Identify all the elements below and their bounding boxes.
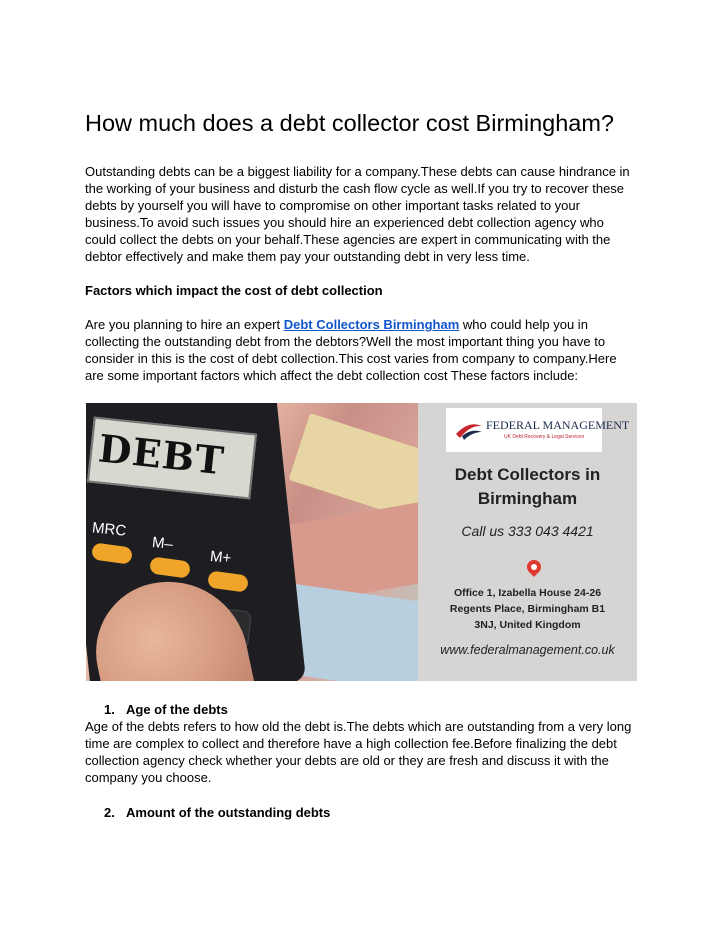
text-line: Outstanding debts can be a biggest liability for a company.These debts can cause hindrance in: [85, 164, 630, 179]
text-line: collection agency check whether your debts are old or they are fresh and discuss it with the: [85, 753, 609, 768]
key-label-m-minus: M–: [151, 533, 174, 554]
calculator-photo: [86, 403, 418, 681]
factors-heading: Factors which impact the cost of debt collection: [85, 283, 383, 298]
company-info-panel: [418, 403, 637, 681]
banner-heading-line: Debt Collectors in: [454, 465, 601, 484]
location-pin-icon: [524, 557, 544, 577]
text-line: Age of the debts refers to how old the debt is.The debts which are outstanding from a very long: [85, 719, 632, 734]
list-heading-text: Amount of the outstanding debts: [126, 805, 331, 820]
list-item-heading: [104, 701, 228, 718]
text-fragment: who could help you in: [459, 317, 588, 332]
intro-paragraph: [85, 163, 645, 265]
text-line: the working of your business and disturb the cash flow cycle as well.If you try to recover these: [85, 181, 625, 196]
federal-management-logo: [446, 408, 630, 452]
banner-heading-line: Birmingham: [477, 489, 578, 508]
text-fragment: Are you planning to hire an expert: [85, 317, 284, 332]
address-line: 3NJ, United Kingdom: [474, 619, 581, 631]
age-paragraph: [85, 718, 645, 786]
logo-subtext: UK Debt Recovery & Legal Services: [504, 434, 585, 440]
key-label-mrc: MRC: [91, 519, 127, 540]
text-line: debtor effectively and make them pay your outstanding debt in very less time.: [85, 249, 530, 264]
banner-image: [86, 403, 637, 681]
text-line: collecting the outstanding debt from the debtors?Well the most important thing you have to: [85, 334, 606, 349]
text-line: consider in this is the cost of debt collection.This cost varies from company to company.Here: [85, 351, 617, 366]
debt-collectors-birmingham-link[interactable]: Debt Collectors Birmingham: [283, 317, 460, 332]
text-line-with-link: [85, 316, 645, 333]
text-line: are some important factors which affect the debt collection cost These factors include:: [85, 368, 579, 383]
planning-paragraph: [85, 316, 645, 384]
text-line: could collect the debts on your behalf.These agencies are expert in communicating with the: [85, 232, 611, 247]
address-line: Office 1, Izabella House 24-26: [453, 587, 602, 599]
list-item-heading: [104, 804, 330, 821]
call-text: Call us 333 043 4421: [461, 523, 594, 539]
text-line: time are complex to collect and therefore have a high collection fee.Before finalizing the debt: [85, 736, 617, 751]
text-line: company you choose.: [85, 770, 212, 785]
address-line: Regents Place, Birmingham B1: [449, 603, 606, 615]
logo-mark-icon: [454, 416, 484, 442]
text-line: debts by yourself you will have to compromise on other important tasks related to your: [85, 198, 580, 213]
logo-text: FEDERAL MANAGEMENT: [486, 418, 630, 432]
website-text: www.federalmanagement.co.uk: [440, 643, 615, 657]
list-number: 2.: [104, 805, 115, 820]
display-text: DEBT: [96, 425, 227, 484]
list-number: 1.: [104, 702, 115, 717]
text-line: business.To avoid such issues you should hire an experienced debt collection agency who: [85, 215, 604, 230]
page-title: How much does a debt collector cost Birmingham?: [85, 110, 614, 136]
key-label-m-plus: M+: [209, 547, 233, 568]
list-heading-text: Age of the debts: [126, 702, 228, 717]
